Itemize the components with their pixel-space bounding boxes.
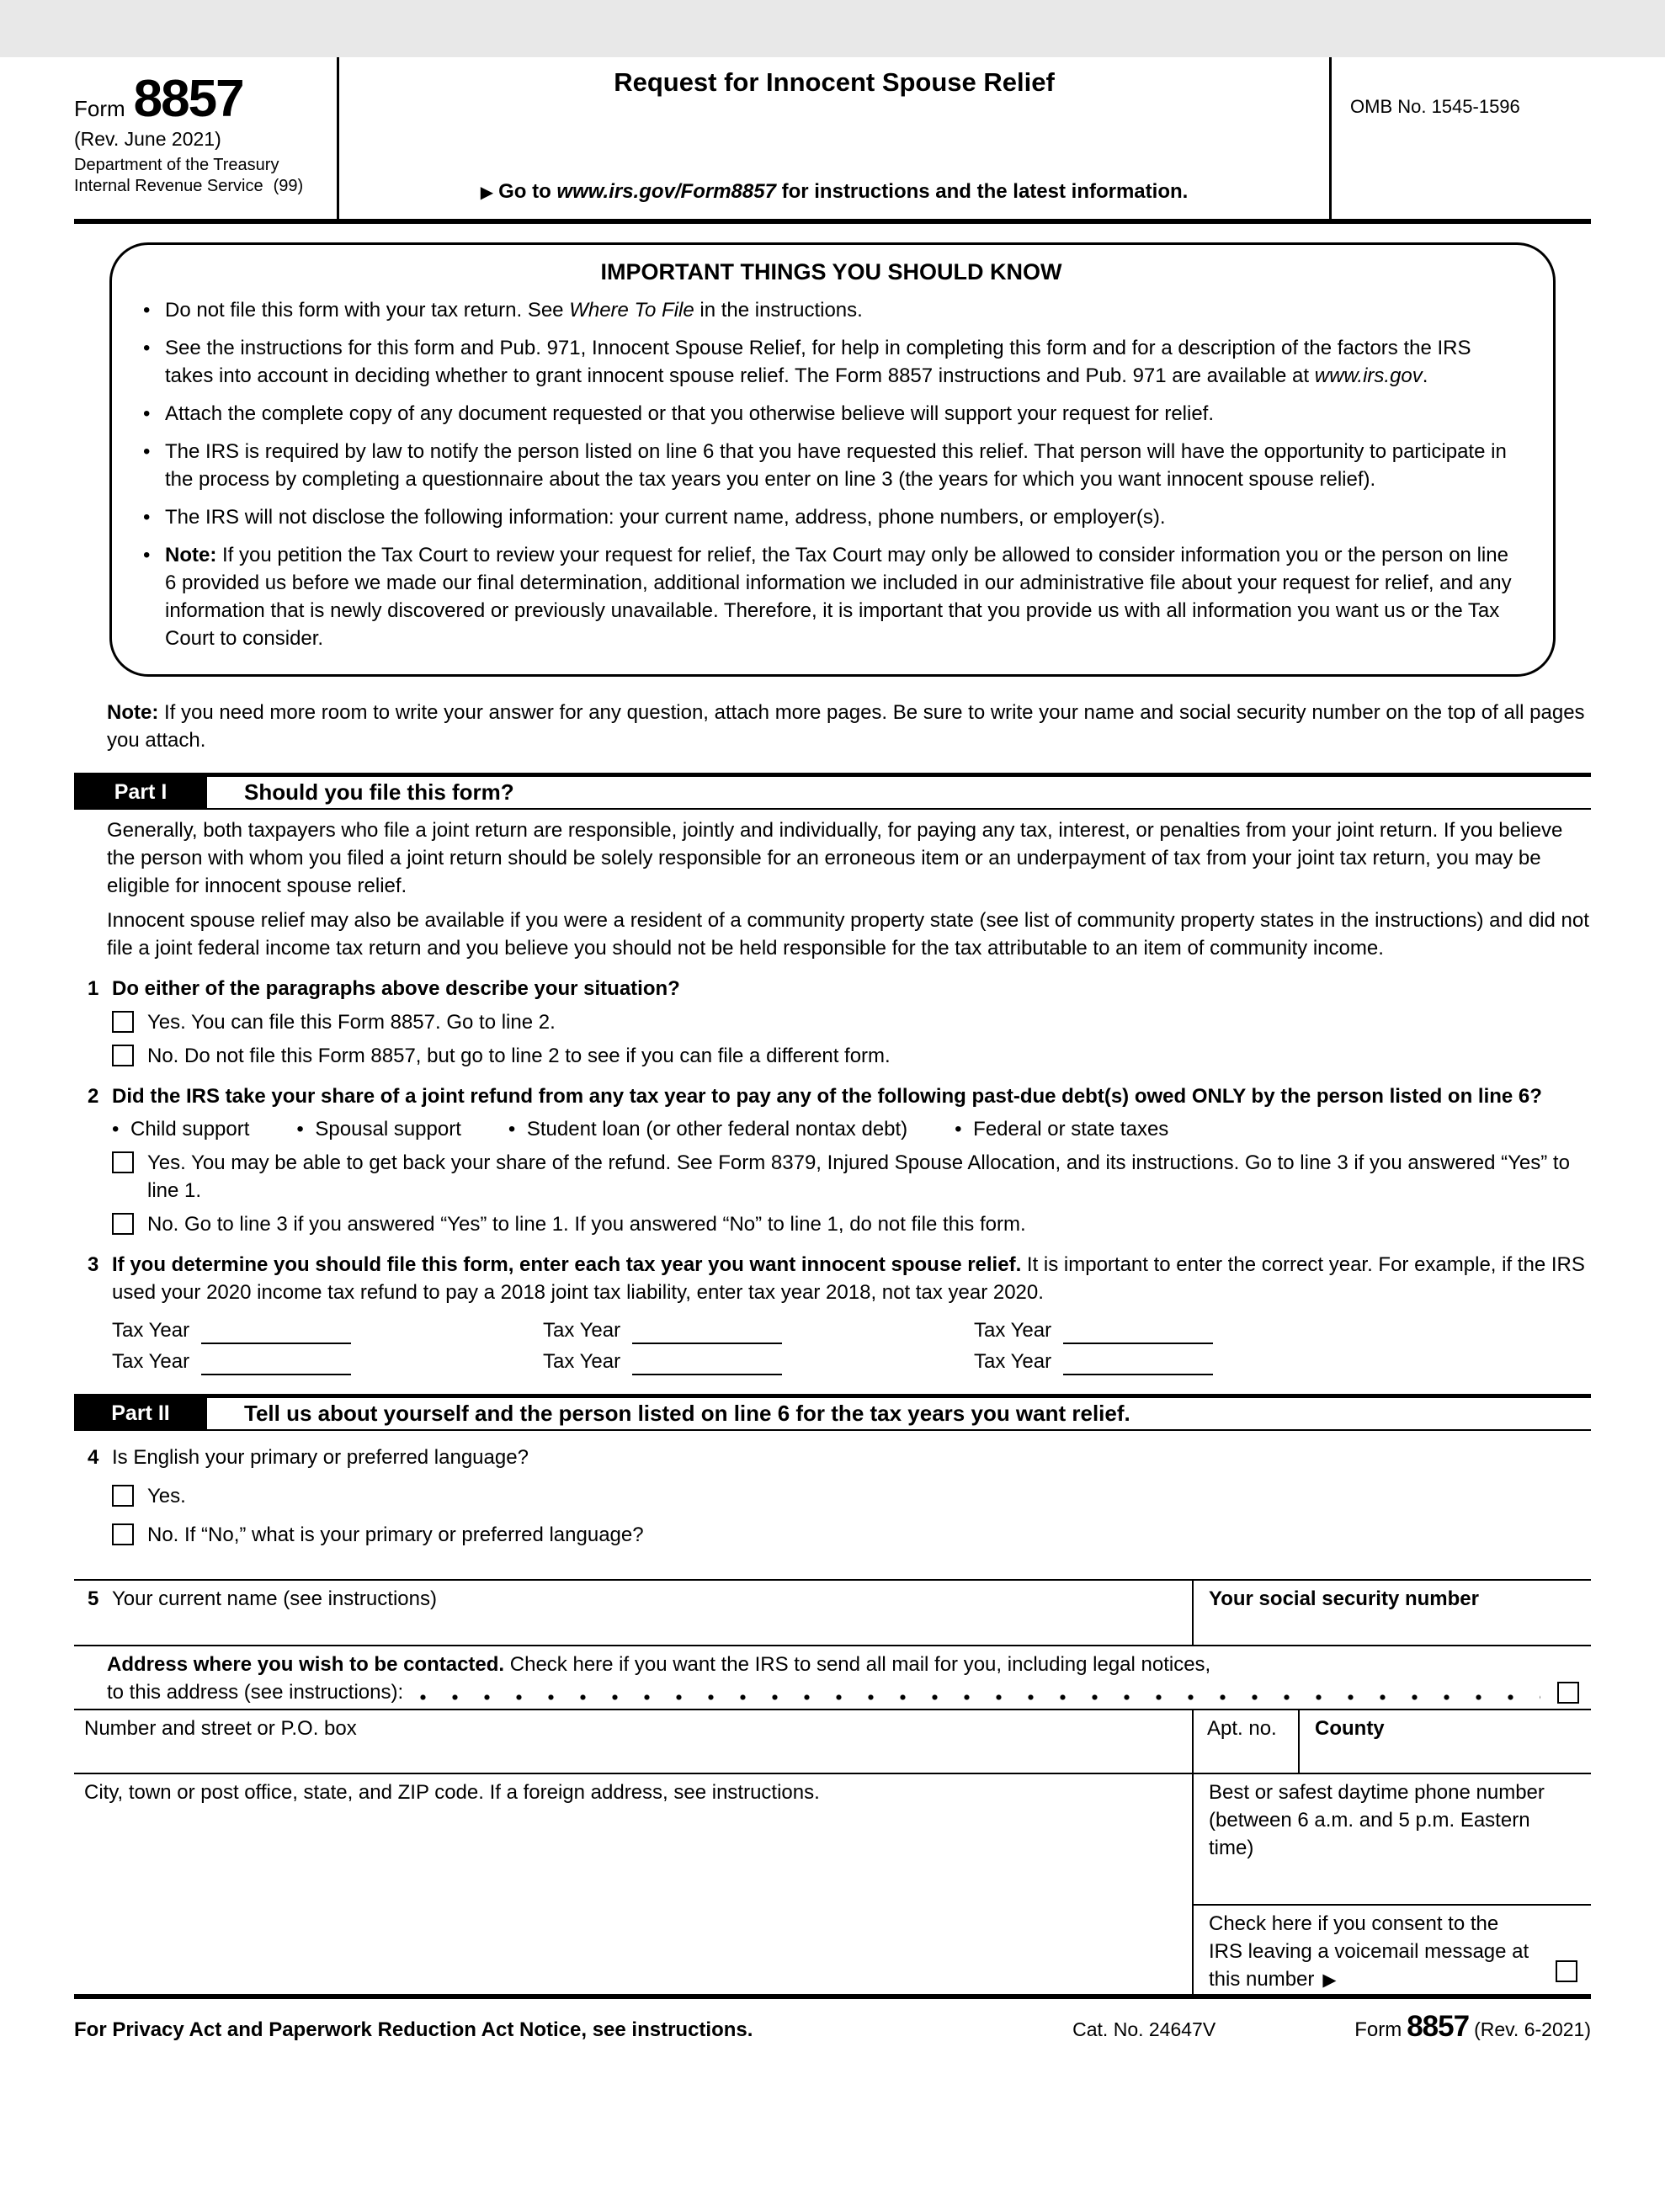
part2-header-bar <box>74 1394 1591 1431</box>
arrow-right-icon: ▶ <box>1322 1970 1337 1990</box>
note-paragraph: Note: If you need more room to write your answer for any question, attach more pages. Be sure to write your name and social security number on the top of all pages you attach. <box>107 701 1585 752</box>
checkbox-line2-no[interactable] <box>112 1213 134 1235</box>
checkbox-mail-to-this-address[interactable] <box>1557 1682 1579 1704</box>
daytime-phone-label: Best or safest daytime phone number (between 6 a.m. and 5 p.m. Eastern time) <box>1209 1781 1545 1859</box>
line2-option-yes-label: Yes. You may be able to get back your share of the refund. See Form 8379, Injured Spouse Allocation, and its instructions. Go to line 3 if you answered “Yes” to line 1. <box>147 1151 1570 1202</box>
line4-option-yes <box>112 1482 1591 1510</box>
line2-option-no <box>112 1210 1591 1238</box>
bullet-icon: • <box>112 1118 120 1141</box>
omb-number: OMB No. 1545-1596 <box>1350 96 1520 117</box>
daytime-phone-field[interactable] <box>1194 1773 1591 1904</box>
form-revision: (Rev. June 2021) <box>74 128 221 150</box>
street-label: Number and street or P.O. box <box>84 1717 357 1740</box>
bullet-text: The IRS is required by law to notify the person listed on line 6 that you have requested this relief. That person will have the opportunity to participate in the process by completing a questionnaire about the tax years you enter on line 3 (the years for which you want innocent spouse relief). <box>165 440 1507 491</box>
line4-option-yes-label: Yes. <box>147 1485 186 1507</box>
city-label: City, town or post office, state, and ZIP code. If a foreign address, see instructions. <box>84 1781 820 1804</box>
bullet-icon: • <box>955 1118 962 1141</box>
address-consent-row <box>74 1645 1591 1709</box>
department-lines <box>74 155 337 197</box>
catalog-number: Cat. No. 24647V <box>1072 2018 1216 2040</box>
tax-year-label: Tax Year <box>112 1319 190 1342</box>
line2-number: 2 <box>88 1085 99 1108</box>
bullet-icon: • <box>143 506 151 529</box>
checkbox-line1-no[interactable] <box>112 1045 134 1066</box>
voicemail-consent-label: Check here if you consent to the IRS leaving a voicemail message at this number <box>1209 1912 1529 1991</box>
debt-item-child-support: • Child support <box>112 1115 249 1143</box>
tax-year-row-1 <box>112 1314 1591 1344</box>
ssn-label: Your social security number <box>1209 1587 1479 1610</box>
tax-year-input-2[interactable] <box>632 1319 782 1344</box>
checkbox-voicemail-consent[interactable] <box>1556 1960 1577 1982</box>
bullet-text: The IRS will not disclose the following information: your current name, address, phone numbers, or employer(s). <box>165 506 1166 529</box>
line2-question-text: Did the IRS take your share of a joint refund from any tax year to pay any of the following past-due debt(s) owed ONLY by the person listed on line 6? <box>112 1085 1542 1108</box>
checkbox-line4-yes[interactable] <box>112 1485 134 1507</box>
form-number: 8857 <box>133 70 243 128</box>
form-id <box>74 70 337 128</box>
line1-question <box>74 975 1591 1070</box>
bullet-icon: • <box>143 544 151 566</box>
arrow-right-icon: ▶ <box>480 183 494 202</box>
city-field[interactable] <box>74 1773 1194 1994</box>
tax-year-input-3[interactable] <box>1063 1319 1213 1344</box>
footer-form-word: Form <box>1354 2018 1402 2041</box>
line1-option-yes-label: Yes. You can file this Form 8857. Go to line 2. <box>147 1011 556 1034</box>
checkbox-line4-no[interactable] <box>112 1523 134 1545</box>
line3-question <box>74 1251 1591 1375</box>
part1-paragraph-1: Generally, both taxpayers who file a joint return are responsible, jointly and individually, for paying any tax, interest, or penalties from your joint return. If you believe the person with whom you filed a joint return should be solely responsible for an erroneous item or an underpayment of tax from your joint tax return, you may be eligible for innocent spouse relief. <box>107 819 1563 897</box>
debt-item-spousal-support: • Spousal support <box>296 1115 460 1143</box>
title-block <box>337 57 1332 219</box>
bullet-icon: • <box>143 337 151 359</box>
tax-year-input-1[interactable] <box>201 1319 351 1344</box>
line4-question <box>74 1444 1591 1549</box>
county-field[interactable] <box>1300 1709 1591 1773</box>
tax-year-input-5[interactable] <box>632 1350 782 1375</box>
form-identity-block <box>74 57 337 219</box>
dot-leader <box>420 1694 1540 1700</box>
apt-field[interactable] <box>1194 1709 1300 1773</box>
tax-year-input-6[interactable] <box>1063 1350 1213 1375</box>
important-bullet-5 <box>143 503 1519 531</box>
part2-label: Part II <box>74 1398 207 1429</box>
important-bullet-2 <box>143 334 1519 390</box>
important-box-title: IMPORTANT THINGS YOU SHOULD KNOW <box>600 259 1062 284</box>
department-line-1: Department of the Treasury <box>74 156 279 174</box>
agency-suffix: (99) <box>273 177 304 195</box>
tax-year-label: Tax Year <box>543 1350 621 1373</box>
important-bullet-4 <box>143 438 1519 493</box>
tax-year-input-4[interactable] <box>201 1350 351 1375</box>
omb-block <box>1332 57 1591 219</box>
line4-number: 4 <box>88 1446 99 1469</box>
line4-option-no-label: No. If “No,” what is your primary or preferred language? <box>147 1523 644 1546</box>
line1-question-text: Do either of the paragraphs above describe your situation? <box>112 977 680 1000</box>
line4-question-text: Is English your primary or preferred language? <box>112 1446 529 1469</box>
bullet-text: Note: If you petition the Tax Court to review your request for relief, the Tax Court may only be allowed to consider information you or the person on line 6 provided us before we made our final determination, additional information we included in our administrative file about your request for relief, and any information that is newly discovered or previously unavailable. Therefore, it is important that you provide us with all information you want us or the Tax Court to consider. <box>165 544 1512 650</box>
current-name-label: Your current name (see instructions) <box>112 1587 437 1610</box>
line1-option-no <box>112 1042 1591 1070</box>
agency-line: Internal Revenue Service <box>74 177 263 195</box>
line3-number: 3 <box>88 1253 99 1276</box>
ssn-field[interactable] <box>1194 1581 1591 1645</box>
goto-line <box>348 178 1321 207</box>
bullet-text: Attach the complete copy of any document requested or that you otherwise believe will support your request for relief. <box>165 402 1215 425</box>
important-bullet-6 <box>143 541 1519 652</box>
bullet-icon: • <box>508 1118 516 1141</box>
line1-number: 1 <box>88 977 99 1000</box>
bullet-icon: • <box>143 402 151 425</box>
line2-question <box>74 1082 1591 1238</box>
footer-revision: (Rev. 6-2021) <box>1474 2018 1591 2040</box>
line2-option-no-label: No. Go to line 3 if you answered “Yes” to line 1. If you answered “No” to line 1, do not file this form. <box>147 1213 1026 1236</box>
tax-year-label: Tax Year <box>974 1319 1052 1342</box>
bullet-icon: • <box>296 1118 304 1141</box>
current-name-field[interactable] <box>74 1581 1194 1645</box>
line1-option-no-label: No. Do not file this Form 8857, but go to line 2 to see if you can file a different form. <box>147 1045 891 1067</box>
line5-number: 5 <box>88 1587 99 1610</box>
important-bullet-1 <box>143 296 1519 324</box>
form-header <box>74 57 1591 224</box>
county-label: County <box>1315 1717 1385 1740</box>
line2-option-yes <box>112 1149 1591 1204</box>
privacy-notice: For Privacy Act and Paperwork Reduction Act Notice, see instructions. <box>74 2018 753 2041</box>
line2-debt-list <box>112 1115 1591 1143</box>
tax-year-label: Tax Year <box>974 1350 1052 1373</box>
form-title: Request for Innocent Spouse Relief <box>614 67 1055 97</box>
part1-paragraph-2: Innocent spouse relief may also be available if you were a resident of a community property state (see list of community property states in the instructions) and did not file a joint federal income tax return and you believe you should not be held responsible for the tax attributable to an item of community income. <box>107 909 1589 960</box>
debt-item-federal-state-taxes: • Federal or state taxes <box>955 1115 1168 1143</box>
important-box <box>109 242 1556 677</box>
line4-option-no <box>112 1521 1591 1549</box>
part2-title: Tell us about yourself and the person listed on line 6 for the tax years you want relief. <box>244 1401 1130 1426</box>
bullet-text: Do not file this form with your tax return. See Where To File in the instructions. <box>165 299 863 322</box>
line3-question-text: If you determine you should file this form, enter each tax year you want innocent spouse relief. It is important to enter the correct year. For example, if the IRS used your 2020 income tax refund to pay a 2018 joint tax liability, enter tax year 2018, not tax year 2020. <box>112 1253 1585 1304</box>
tax-year-label: Tax Year <box>543 1319 621 1342</box>
tax-year-row-2 <box>112 1345 1591 1375</box>
important-bullet-3 <box>143 400 1519 428</box>
voicemail-consent-cell <box>1194 1904 1591 1994</box>
footer-form-number: 8857 <box>1407 2010 1470 2043</box>
page-footer <box>74 2010 1591 2044</box>
part1-label: Part I <box>74 777 207 808</box>
apt-label: Apt. no. <box>1207 1717 1277 1740</box>
debt-item-student-loan: • Student loan (or other federal nontax debt) <box>508 1115 907 1143</box>
address-heading: Address where you wish to be contacted. Check here if you want the IRS to send all mail for you, including legal notices, <box>107 1653 1211 1676</box>
street-field[interactable] <box>74 1709 1194 1773</box>
form-word: Form <box>74 96 125 121</box>
address-heading-line2: to this address (see instructions): <box>107 1681 404 1704</box>
goto-text: Go to www.irs.gov/Form8857 for instructions and the latest information. <box>498 180 1189 203</box>
part1-title: Should you file this form? <box>244 779 514 805</box>
checkbox-line2-yes[interactable] <box>112 1151 134 1173</box>
tax-year-label: Tax Year <box>112 1350 190 1373</box>
bullet-icon: • <box>143 299 151 322</box>
bullet-icon: • <box>143 440 151 463</box>
part1-header-bar <box>74 773 1591 810</box>
line1-option-yes <box>112 1008 1591 1036</box>
form-footer-reference <box>1354 2010 1591 2044</box>
line5-table <box>74 1579 1591 1999</box>
form-8857-page <box>0 57 1665 2212</box>
bullet-text: See the instructions for this form and Pub. 971, Innocent Spouse Relief, for help in completing this form and for a description of the factors the IRS takes into account in deciding whether to grant innocent spouse relief. The Form 8857 instructions and Pub. 971 are available at www.irs.gov. <box>165 337 1471 387</box>
checkbox-line1-yes[interactable] <box>112 1011 134 1033</box>
